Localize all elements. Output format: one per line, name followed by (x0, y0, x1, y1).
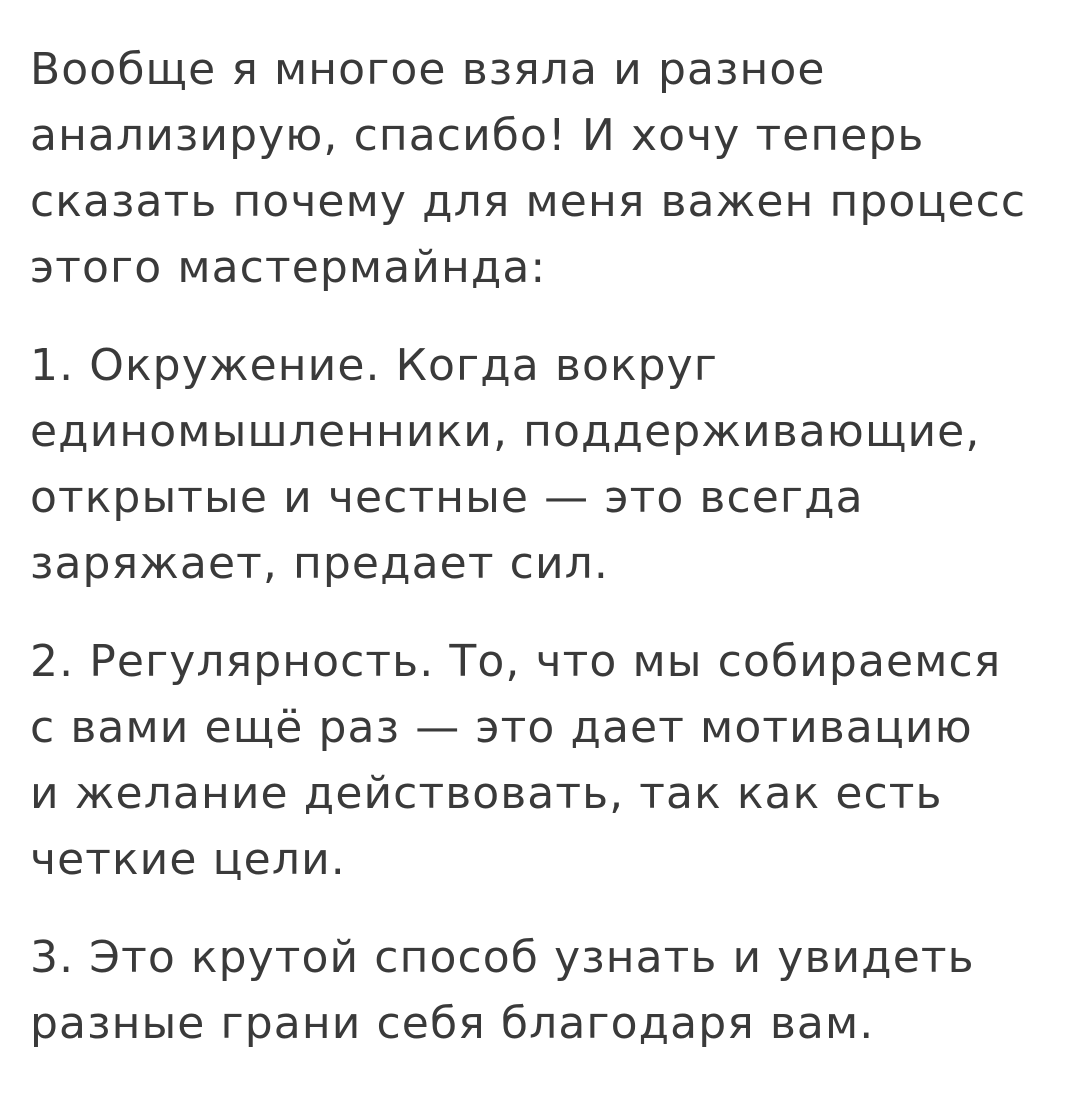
text-line: с вами ещё раз — это дает мотивацию (30, 702, 973, 753)
intro-paragraph (30, 37, 1050, 301)
text-line: 1. Окружение. Когда вокруг (30, 340, 719, 391)
text-line: Вообще я многое взяла и разное (30, 44, 826, 95)
text-line: анализирую, спасибо! И хочу теперь (30, 110, 925, 161)
text-line: 2. Регулярность. То, что мы собираемся (30, 636, 1002, 687)
text-line: заряжает, предает сил. (30, 538, 609, 589)
text-line: 3. Это крутой способ узнать и увидеть (30, 932, 975, 983)
text-line: четкие цели. (30, 834, 346, 885)
message-text (30, 37, 1050, 1057)
text-line: открытые и честные — это всегда (30, 472, 864, 523)
point-1-paragraph (30, 333, 1050, 597)
text-line: и желание действовать, так как есть (30, 768, 943, 819)
point-2-paragraph (30, 629, 1050, 893)
point-3-paragraph (30, 925, 1050, 1057)
text-line: единомышленники, поддерживающие, (30, 406, 981, 457)
text-line: разные грани себя благодаря вам. (30, 998, 875, 1049)
text-line: сказать почему для меня важен процесс (30, 176, 1027, 227)
text-line: этого мастермайнда: (30, 242, 547, 293)
